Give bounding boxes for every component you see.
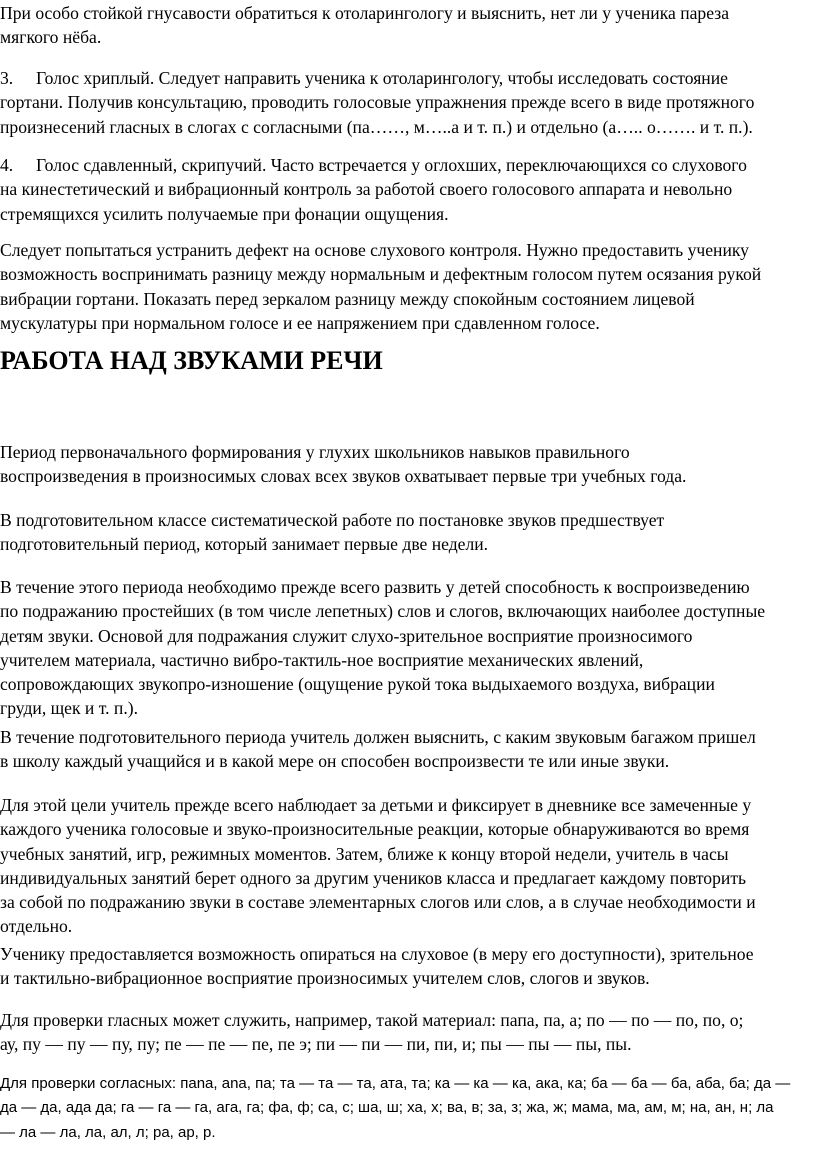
text-line-content: Голос хриплый. Следует направить ученика к отоларингологу, чтобы исследовать состояние (36, 68, 728, 88)
text-line: произнесений гласных в слогах с согласными (па……, м…..а и т. п.) и отдельно (а….. о……. и т. п.). (0, 116, 753, 137)
text-line: груди, щек и т. п.). (0, 698, 138, 719)
text-line: подготовительный период, который занимает первые две недели. (0, 534, 489, 555)
text-line: по подражанию простейших (в том числе лепетных) слов и слогов, включающих наиболее доступные (0, 601, 766, 622)
paragraph-observation (0, 793, 816, 939)
paragraph-vowel-check (0, 1008, 816, 1057)
text-line: детям звуки. Основой для подражания служит слухо-зрительное восприятие произносимого (0, 625, 693, 646)
text-line (0, 153, 816, 177)
text-line: отдельно. (0, 916, 73, 937)
text-line (0, 66, 816, 90)
section-heading: РАБОТА НАД ЗВУКАМИ РЕЧИ (0, 346, 383, 375)
text-line: учителем материала, частично вибро-тактиль-ное восприятие механических явлений, (0, 649, 644, 670)
text-line: Для проверки согласных: пana, ana, па; та — та — та, ата, та; ка — ка — ка, ака, ка; ба — ба — ба, аба, ба; да — (0, 1075, 791, 1092)
paragraph-nasality (0, 1, 816, 50)
text-line: ау, пу — пу — пу, пу; пе — пе — пе, пе э; пи — пи — пи, пи, и; пы — пы — пы, пы. (0, 1034, 632, 1055)
text-line: в школу каждый учащийся и в какой мере он способен воспроизвести те или иные звуки. (0, 751, 670, 772)
text-line: каждого ученика голосовые и звуко-произносительные реакции, которые обнаруживаются во время (0, 819, 750, 840)
paragraph-item-4 (0, 153, 816, 226)
paragraph-imitation (0, 575, 816, 721)
text-line: стремящихся усилить получаемые при фонации ощущения. (0, 203, 449, 224)
text-line: При особо стойкой гнусавости обратиться к отоларингологу и выяснить, нет ли у ученика пареза (0, 3, 729, 23)
text-line: Для проверки гласных может служить, например, такой материал: папа, па, а; по — по — по, по, о; (0, 1010, 744, 1030)
paragraph-voice-correction (0, 238, 816, 335)
text-line: Следует попытаться устранить дефект на основе слухового контроля. Нужно предоставить ученику (0, 240, 749, 260)
paragraph-item-3 (0, 66, 816, 139)
text-line: возможность воспринимать разницу между нормальным и дефектным голосом путем осязания рукой (0, 264, 762, 285)
text-line: вибрации гортани. Показать перед зеркалом разницу между спокойным состоянием лицевой (0, 288, 695, 309)
text-line: гортани. Получив консультацию, проводить голосовые упражнения прежде всего в виде протяжного (0, 92, 755, 113)
paragraph-sound-baggage (0, 725, 816, 774)
item-number: 3. (0, 68, 14, 88)
text-line: В течение подготовительного периода учитель должен выяснить, с каким звуковым багажом пришел (0, 727, 756, 747)
text-line: за собой по подражанию звуки в составе элементарных слогов или слов, а в случае необходимости и (0, 892, 756, 913)
paragraph-initial-period (0, 440, 816, 489)
paragraph-preparatory-class (0, 508, 816, 557)
text-line: индивидуальных занятий берет одного за другим учеников класса и предлагает каждому повторить (0, 867, 747, 888)
text-line: Период первоначального формирования у глухих школьников навыков правильного (0, 442, 630, 462)
text-line: мягкого нёба. (0, 27, 102, 48)
text-line-content: Голос сдавленный, скрипучий. Часто встречается у оглохших, переключающихся со слухового (36, 155, 747, 175)
text-line: да — да, ада да; га — га — га, ага, га; фа, ф; са, с; ша, ш; ха, х; ва, в; за, з; жа, ж; мама, ма, ам, м; на, ан, н; ла (0, 1099, 774, 1117)
paragraph-perception (0, 942, 816, 991)
text-line: Для этой цели учитель прежде всего наблюдает за детьми и фиксирует в дневнике все замеченные у (0, 795, 752, 815)
text-line: воспроизведения в произносимых словах всех звуков охватывает первые три учебных года. (0, 466, 687, 487)
text-line: на кинестетический и вибрационный контроль за работой своего голосового аппарата и невольно (0, 179, 733, 200)
paragraph-consonant-check (0, 1072, 816, 1145)
text-line: В подготовительном классе систематической работе по постановке звуков предшествует (0, 510, 665, 530)
text-line: В течение этого периода необходимо прежде всего развить у детей способность к воспроизведению (0, 577, 750, 597)
item-number: 4. (0, 155, 14, 175)
text-line: и тактильно-вибрационное восприятие произносимых учителем слов, слогов и звуков. (0, 968, 650, 989)
text-line: сопровождающих звукопро-изношение (ощущение рукой тока выдыхаемого воздуха, вибрации (0, 674, 715, 695)
text-line: мускулатуры при нормальном голосе и ее напряжением при сдавленном голосе. (0, 312, 600, 333)
text-line: — ла — ла, ла, ал, л; ра, ар, р. (0, 1123, 216, 1141)
text-line: учебных занятий, игр, режимных моментов. Затем, ближе к концу второй недели, учитель в часы (0, 843, 729, 864)
text-line: Ученику предоставляется возможность опираться на слуховое (в меру его доступности), зрительное (0, 944, 754, 964)
